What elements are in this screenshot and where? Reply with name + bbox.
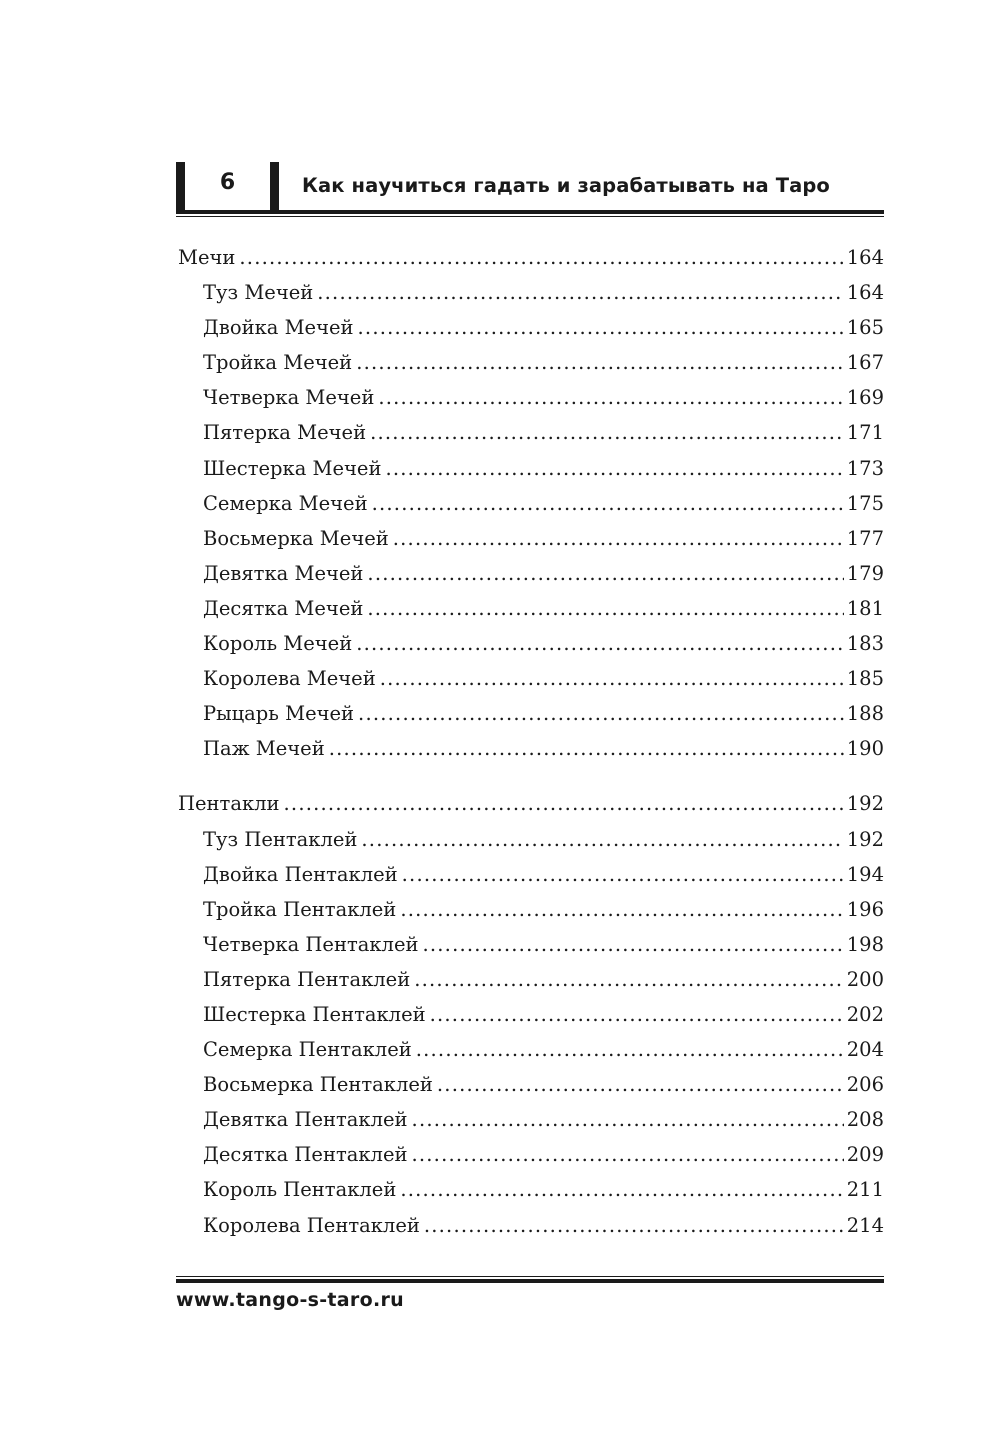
toc-entry-title: Девятка Пентаклей [203,1108,408,1132]
toc-entry-row [176,661,884,696]
toc-dot-leader [380,661,844,696]
toc-entry-page: 198 [846,932,884,956]
toc-entry-title: Туз Мечей [203,281,314,305]
toc-entry-title: Паж Мечей [203,737,325,761]
toc-entry-page: 185 [846,667,884,691]
toc-entry-row [176,310,884,345]
toc-dot-leader [329,731,844,766]
footer-rule-thick [176,1279,884,1283]
header-divider-bar [270,162,279,214]
toc-entry-page: 190 [846,737,884,761]
toc-entry-page: 164 [846,246,884,269]
toc-dot-leader [385,451,843,486]
toc-dot-leader [378,380,843,415]
toc-entry-row [176,556,884,591]
toc-entry-title: Четверка Мечей [203,386,375,410]
header-left-bar [176,162,185,214]
toc-dot-leader [358,696,844,731]
toc-entry-title: Тройка Пентаклей [203,897,397,921]
toc-entry-title: Двойка Пентаклей [203,862,398,886]
toc-dot-leader [416,1032,844,1067]
toc-entry-page: 211 [846,1178,884,1202]
toc-dot-leader [239,240,843,275]
toc-entry-title: Семерка Мечей [203,491,368,515]
toc-entry-title: Шестерка Мечей [203,456,382,480]
page-header [176,158,884,218]
toc-entry-row [176,696,884,731]
toc-entry-row [176,451,884,486]
toc-entry-page: 173 [846,456,884,480]
toc-entry-title: Королева Мечей [203,667,376,691]
toc-entry-page: 214 [846,1213,884,1237]
toc-dot-leader [414,962,844,997]
toc-entry-page: 169 [846,386,884,410]
toc-entry-title: Рыцарь Мечей [203,702,355,726]
toc-entry-page: 208 [846,1108,884,1132]
toc-dot-leader [367,591,843,626]
toc-entry-page: 206 [846,1073,884,1097]
toc-entry-page: 181 [846,596,884,620]
toc-entry-page: 200 [846,967,884,991]
toc-entry-title: Девятка Мечей [203,561,364,585]
toc-dot-leader [356,626,844,661]
toc-dot-leader [424,1208,844,1243]
toc-dot-leader [437,1067,844,1102]
toc-entry-row [176,1208,884,1243]
toc-entry-page: 188 [846,702,884,726]
toc-entry-page: 165 [846,316,884,340]
header-rule-thick [176,210,884,214]
toc-entry-title: Семерка Пентаклей [203,1038,412,1062]
page-number: 6 [219,170,236,195]
toc-section-row [176,786,884,821]
toc-dot-leader [358,310,844,345]
toc-entry-title: Четверка Пентаклей [203,932,419,956]
toc-entry-page: 194 [846,862,884,886]
toc-entry-title: Восьмерка Мечей [203,526,389,550]
toc-entry-page: 171 [846,421,884,445]
toc-dot-leader [411,1137,843,1172]
toc-entry-title: Десятка Пентаклей [203,1143,408,1167]
running-title: Как научиться гадать и зарабатывать на Таро [302,174,830,197]
toc-entry-row [176,380,884,415]
toc-entry-page: 179 [846,561,884,585]
toc-section-row [176,240,884,275]
toc-entry-row [176,1032,884,1067]
toc-dot-leader [361,822,843,857]
toc-entry-row [176,822,884,857]
toc-entry-title: Восьмерка Пентаклей [203,1073,433,1097]
toc-entry-row [176,927,884,962]
toc-entry-row [176,345,884,380]
toc-entry-title: Пятерка Пентаклей [203,967,411,991]
toc-entry-row [176,857,884,892]
header-rule-thin [176,216,884,217]
toc-entry-title: Король Пентаклей [203,1178,397,1202]
toc-entry-row [176,275,884,310]
toc-entry-row [176,626,884,661]
toc-entry-row [176,1172,884,1207]
toc-entry-title: Двойка Мечей [203,316,354,340]
toc-dot-leader [284,786,844,821]
toc-entry-row [176,1102,884,1137]
footer-rule-thin [176,1276,884,1277]
toc-entry-row [176,892,884,927]
toc-entry-page: 192 [846,792,884,816]
toc-entry-title: Тройка Мечей [203,351,353,375]
toc-entry-title: Пентакли [178,792,280,816]
toc-entry-page: 204 [846,1038,884,1062]
toc-entry-title: Король Мечей [203,632,353,656]
toc-entry-page: 183 [846,632,884,656]
toc-dot-leader [393,521,844,556]
footer-url: www.tango-s-taro.ru [176,1289,404,1311]
toc-dot-leader [412,1102,844,1137]
toc-entry-page: 167 [846,351,884,375]
table-of-contents [176,240,884,1243]
toc-entry-page: 209 [846,1143,884,1167]
toc-entry-row [176,962,884,997]
toc-entry-row [176,521,884,556]
toc-entry-row [176,486,884,521]
toc-entry-row [176,591,884,626]
toc-dot-leader [367,556,843,591]
toc-dot-leader [430,997,844,1032]
toc-dot-leader [370,415,844,450]
toc-entry-page: 192 [846,827,884,851]
toc-entry-row [176,997,884,1032]
toc-entry-page: 164 [846,281,884,305]
toc-dot-leader [372,486,844,521]
toc-entry-title: Королева Пентаклей [203,1213,420,1237]
toc-entry-row [176,1137,884,1172]
toc-entry-title: Шестерка Пентаклей [203,1002,426,1026]
toc-entry-row [176,415,884,450]
toc-entry-row [176,731,884,766]
toc-entry-page: 177 [846,526,884,550]
toc-entry-title: Туз Пентаклей [203,827,358,851]
toc-dot-leader [400,1172,843,1207]
toc-entry-page: 202 [846,1002,884,1026]
toc-dot-leader [317,275,844,310]
toc-dot-leader [356,345,844,380]
toc-entry-page: 196 [846,897,884,921]
toc-entry-title: Мечи [178,246,236,269]
toc-dot-leader [400,892,843,927]
toc-dot-leader [402,857,844,892]
toc-entry-title: Десятка Мечей [203,596,364,620]
toc-entry-title: Пятерка Мечей [203,421,367,445]
toc-entry-page: 175 [846,491,884,515]
toc-entry-row [176,1067,884,1102]
toc-dot-leader [422,927,843,962]
